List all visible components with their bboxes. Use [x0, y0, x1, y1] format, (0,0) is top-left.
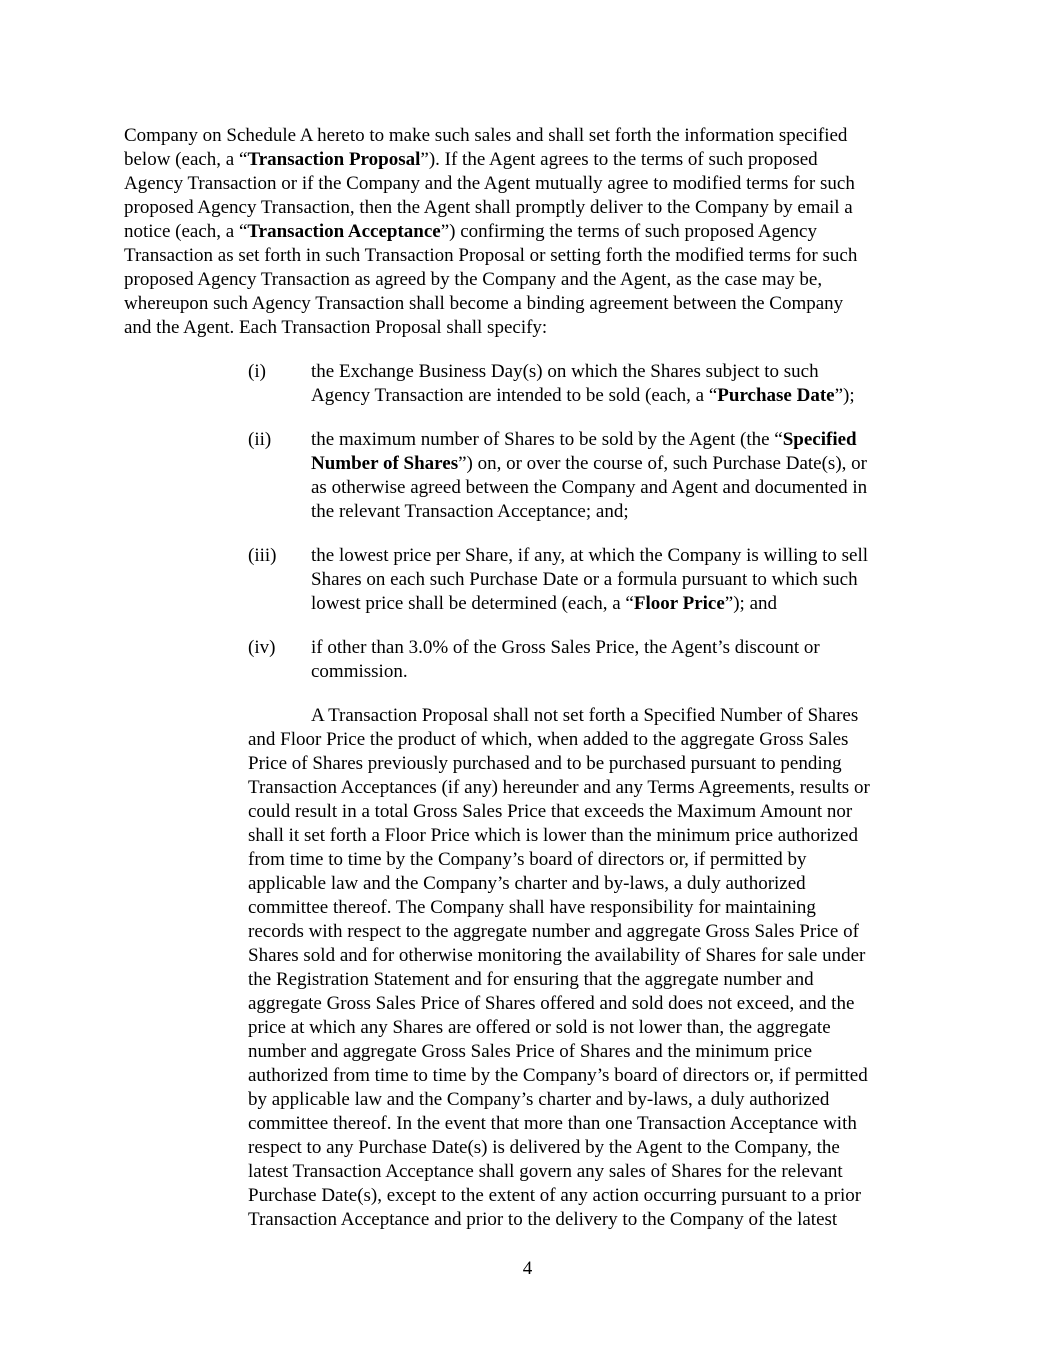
paragraph-line: by applicable law and the Company’s charter and by-laws, a duly authorized [248, 1089, 830, 1110]
list-text: the maximum number of Shares to be sold by the Agent (the “ [311, 429, 783, 450]
list-line [311, 428, 867, 452]
paragraph-line: Purchase Date(s), except to the extent of any action occurring pursuant to a prior [248, 1185, 862, 1206]
paragraph-line: authorized from time to time by the Company’s board of directors or, if permitted [248, 1065, 868, 1086]
defined-term-transaction-proposal: Transaction Proposal [247, 149, 421, 170]
list-line [311, 452, 867, 476]
list-text: ”); [834, 385, 855, 406]
paragraph-line: committee thereof. In the event that more than one Transaction Acceptance with [248, 1113, 857, 1134]
intro-line [124, 220, 857, 244]
paragraph-line: latest Transaction Acceptance shall govern any sales of Shares for the relevant [248, 1161, 843, 1182]
defined-term-transaction-acceptance: Transaction Acceptance [247, 221, 441, 242]
list-line: commission. [311, 661, 408, 682]
paragraph-line: could result in a total Gross Sales Price that exceeds the Maximum Amount nor [248, 801, 853, 822]
list-body [311, 428, 867, 524]
intro-text: notice (each, a “ [124, 221, 248, 242]
paragraph-line: applicable law and the Company’s charter and by-laws, a duly authorized [248, 873, 806, 894]
paragraph-line: Shares sold and for otherwise monitoring the availability of Shares for sale under [248, 945, 866, 966]
list-text: ”) on, or over the course of, such Purchase Date(s), or [458, 453, 867, 474]
list-number: (ii) [248, 429, 272, 450]
list-body [311, 544, 868, 616]
transaction-proposal-paragraph [248, 704, 870, 1232]
list-line [311, 384, 855, 408]
paragraph-line: number and aggregate Gross Sales Price of Shares and the minimum price [248, 1041, 813, 1062]
intro-paragraph [124, 124, 857, 340]
list-line: as otherwise agreed between the Company and Agent and documented in [311, 477, 868, 498]
list-line: if other than 3.0% of the Gross Sales Price, the Agent’s discount or [311, 637, 820, 658]
list-line: the Exchange Business Day(s) on which the Shares subject to such [311, 361, 819, 382]
intro-line: proposed Agency Transaction as agreed by the Company and the Agent, as the case may be, [124, 269, 823, 290]
list-number: (iv) [248, 637, 276, 658]
paragraph-line: from time to time by the Company’s board of directors or, if permitted by [248, 849, 807, 870]
intro-line: Agency Transaction or if the Company and the Agent mutually agree to modified terms for such [124, 173, 855, 194]
paragraph-line: shall it set forth a Floor Price which is lower than the minimum price authorized [248, 825, 858, 846]
intro-line: whereupon such Agency Transaction shall become a binding agreement between the Company [124, 293, 844, 314]
paragraph-line: Price of Shares previously purchased and to be purchased pursuant to pending [248, 753, 842, 774]
list-line: Shares on each such Purchase Date or a formula pursuant to which such [311, 569, 858, 590]
intro-line: proposed Agency Transaction, then the Agent shall promptly deliver to the Company by email a [124, 197, 853, 218]
paragraph-line: Transaction Acceptance and prior to the delivery to the Company of the latest [248, 1209, 838, 1230]
list-number: (i) [248, 361, 266, 382]
intro-text: ”) confirming the terms of such proposed Agency [440, 221, 817, 242]
list-text: Agency Transaction are intended to be sold (each, a “ [311, 385, 718, 406]
list-line [311, 592, 868, 616]
paragraph-line: and Floor Price the product of which, when added to the aggregate Gross Sales [248, 729, 849, 750]
page-number: 4 [522, 1258, 533, 1279]
list-line: the lowest price per Share, if any, at which the Company is willing to sell [311, 545, 869, 566]
defined-term-number-of-shares: Number of Shares [311, 453, 459, 474]
list-body [311, 360, 855, 408]
intro-text: below (each, a “ [124, 149, 248, 170]
defined-term-purchase-date: Purchase Date [717, 385, 835, 406]
paragraph-line: the Registration Statement and for ensuring that the aggregate number and [248, 969, 814, 990]
paragraph-line: respect to any Purchase Date(s) is delivered by the Agent to the Company, the [248, 1137, 840, 1158]
intro-line: Transaction as set forth in such Transaction Proposal or setting forth the modified terms for such [124, 245, 858, 266]
intro-text: ”). If the Agent agrees to the terms of such proposed [420, 149, 818, 170]
intro-line: Company on Schedule A hereto to make such sales and shall set forth the information specified [124, 125, 848, 146]
list-body [311, 636, 820, 684]
list-line: the relevant Transaction Acceptance; and; [311, 501, 629, 522]
defined-term-specified: Specified [782, 429, 857, 450]
paragraph-line: records with respect to the aggregate number and aggregate Gross Sales Price of [248, 921, 859, 942]
defined-term-floor-price: Floor Price [633, 593, 725, 614]
paragraph-line: committee thereof. The Company shall have responsibility for maintaining [248, 897, 816, 918]
list-text: lowest price shall be determined (each, a “ [311, 593, 634, 614]
paragraph-line: A Transaction Proposal shall not set forth a Specified Number of Shares [311, 705, 859, 726]
intro-line [124, 148, 857, 172]
list-number: (iii) [248, 545, 277, 566]
paragraph-line: aggregate Gross Sales Price of Shares offered and sold does not exceed, and the [248, 993, 855, 1014]
intro-line: and the Agent. Each Transaction Proposal shall specify: [124, 317, 548, 338]
paragraph-line: Transaction Acceptances (if any) hereunder and any Terms Agreements, results or [248, 777, 870, 798]
paragraph-line: price at which any Shares are offered or sold is not lower than, the aggregate [248, 1017, 831, 1038]
list-text: ”); and [724, 593, 778, 614]
